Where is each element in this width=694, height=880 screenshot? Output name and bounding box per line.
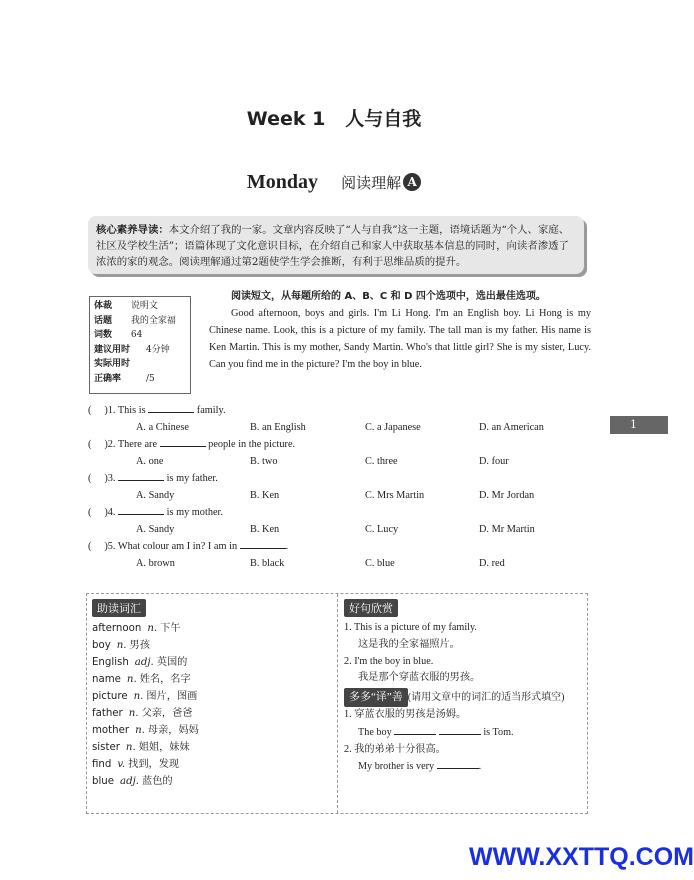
guide-text: 本文介绍了我的一家。文章内容反映了“人与自我”这一主题，语境话题为“个人、家庭、社区及学校生活”；语篇体现了文化意识目标，在介绍自己和家人中获取基本信息的同时，向读者渗透了浓浓的家的观念。阅读理解通过第2题使学生学会推断，有利于思维品质的提升。: [96, 224, 570, 268]
theme-label: 人与自我: [345, 108, 422, 130]
answer-blank[interactable]: [160, 436, 206, 447]
reading-passage: [209, 288, 591, 373]
fill-zh: 1. 穿蓝衣服的男孩是汤姆。: [344, 708, 467, 720]
bottom-panel: [86, 593, 588, 814]
option-c[interactable]: C. a Japanese: [365, 422, 421, 433]
vocab-header: 助读词汇: [92, 599, 146, 617]
options-2: [88, 453, 598, 470]
answer-blank[interactable]: [148, 402, 194, 413]
option-b[interactable]: B. an English: [250, 422, 306, 433]
option-c[interactable]: C. blue: [365, 558, 395, 569]
option-a[interactable]: A. brown: [136, 558, 175, 569]
options-3: [88, 487, 598, 504]
fill-blank[interactable]: [394, 724, 436, 735]
option-a[interactable]: A. one: [136, 456, 164, 467]
question-3: ( )3. is my father.: [88, 470, 598, 487]
fill-blank[interactable]: [437, 758, 479, 769]
fill-header-row: [344, 688, 584, 707]
day-label: Monday: [246, 171, 318, 193]
option-d[interactable]: D. an American: [479, 422, 544, 433]
question-4: ( )4. is my mother.: [88, 504, 598, 521]
panel-divider: [337, 594, 338, 813]
vocab-item: find v. 找到，发现: [92, 759, 180, 770]
option-b[interactable]: B. two: [250, 456, 278, 467]
vocab-item: name n. 姓名，名字: [92, 674, 191, 685]
sentence-en: 1. This is a picture of my family.: [344, 622, 477, 633]
option-c[interactable]: C. three: [365, 456, 398, 467]
fill-zh: 2. 我的弟弟十分很高。: [344, 743, 446, 755]
guide-label: 核心素养导读：: [96, 224, 169, 236]
info-box: [89, 296, 191, 394]
option-b[interactable]: B. Ken: [250, 524, 280, 535]
week-label: Week 1: [246, 108, 326, 130]
section-badge-a: A: [403, 173, 421, 191]
fill-en: My brother is very .: [344, 758, 584, 776]
vocab-item: father n. 父亲，爸爸: [92, 708, 193, 719]
options-5: [88, 555, 598, 572]
info-row: 词数 64: [94, 330, 143, 340]
sentence-zh: 这是我的全家福照片。: [358, 638, 460, 650]
vocab-item: boy n. 男孩: [92, 640, 150, 651]
vocab-item: afternoon n. 下午: [92, 623, 181, 634]
vocab-item: sister n. 姐姐，妹妹: [92, 742, 190, 753]
sentences-header: 好句欣赏: [344, 599, 398, 617]
answer-blank[interactable]: [240, 538, 286, 549]
info-row: 话题 我的全家福: [94, 315, 176, 326]
option-b[interactable]: B. Ken: [250, 490, 280, 501]
questions: [88, 402, 598, 572]
option-c[interactable]: C. Mrs Martin: [365, 490, 425, 501]
answer-blank[interactable]: [118, 470, 164, 481]
sentences-list: [344, 620, 584, 776]
option-d[interactable]: D. four: [479, 456, 509, 467]
vocab-item: blue adj. 蓝色的: [92, 776, 173, 787]
info-row: 正确率 /5: [94, 373, 155, 384]
day-title: [0, 171, 668, 194]
option-d[interactable]: D. Mr Martin: [479, 524, 535, 535]
vocab-item: mother n. 母亲，妈妈: [92, 725, 199, 736]
passage-text: Good afternoon, boys and girls. I'm Li Hong. I'm an English boy. Li Hong is my Chinese name. Look, this is a picture of my family. The tall man is my father. His name is Ken Martin. This is my mother, Sandy Martin. Who's that little girl? She is my sister, Lucy. Can you find me in the picture? I'm the boy in blue.: [209, 308, 591, 370]
vocab-list: [92, 620, 199, 790]
option-b[interactable]: B. black: [250, 558, 285, 569]
passage-instruction: 阅读短文，从每题所给的 A、B、C 和 D 四个选项中，选出最佳选项。: [231, 291, 546, 302]
vocab-item: English adj. 英国的: [92, 657, 188, 668]
fill-en: The boy is Tom.: [344, 724, 584, 742]
fill-note: (请用文章中的词汇的适当形式填空): [407, 692, 565, 704]
option-a[interactable]: A. Sandy: [136, 524, 175, 535]
fill-blank[interactable]: [439, 724, 481, 735]
info-row: 建议用时 4分钟: [94, 344, 170, 355]
answer-blank[interactable]: [118, 504, 164, 515]
option-a[interactable]: A. Sandy: [136, 490, 175, 501]
info-row: 实际用时: [94, 359, 131, 369]
question-5: ( )5. What colour am I in? I am in .: [88, 538, 598, 555]
fill-header: 多多“译”善: [344, 688, 408, 707]
option-a[interactable]: A. a Chinese: [136, 422, 189, 433]
options-4: [88, 521, 598, 538]
question-1: ( )1. This is family.: [88, 402, 598, 419]
watermark: WWW.XXTTQ.COM: [469, 843, 694, 871]
page-number-tab: 1: [610, 416, 668, 434]
core-literacy-guide: [88, 216, 584, 274]
section-label: 阅读理解: [341, 174, 402, 192]
info-row: 体裁 说明文: [94, 301, 158, 311]
question-2: ( )2. There are people in the picture.: [88, 436, 598, 453]
option-d[interactable]: D. red: [479, 558, 505, 569]
options-1: [88, 419, 598, 436]
week-title: [0, 104, 668, 131]
sentence-zh: 我是那个穿蓝衣服的男孩。: [358, 672, 481, 684]
vocab-item: picture n. 图片，图画: [92, 691, 198, 702]
option-d[interactable]: D. Mr Jordan: [479, 490, 535, 501]
option-c[interactable]: C. Lucy: [365, 524, 399, 535]
sentence-en: 2. I'm the boy in blue.: [344, 655, 434, 667]
